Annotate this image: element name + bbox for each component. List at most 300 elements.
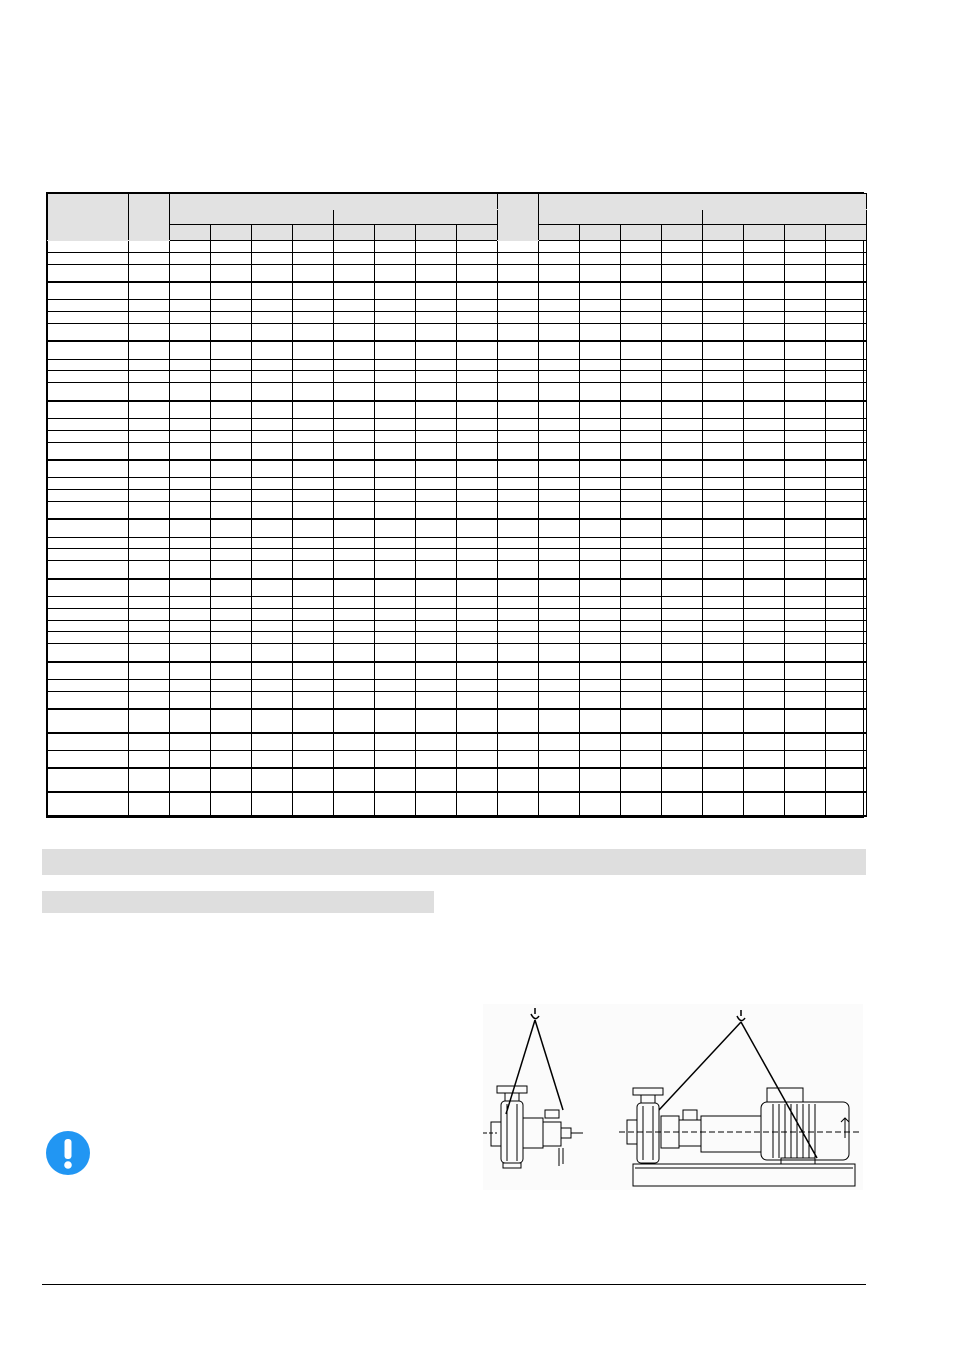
table-cell — [744, 282, 785, 300]
table-cell — [170, 751, 211, 769]
table-cell — [293, 490, 334, 502]
table-cell — [785, 751, 826, 769]
table-cell — [539, 733, 580, 751]
table-cell — [293, 401, 334, 419]
table-row — [48, 383, 867, 401]
table-cell — [334, 549, 375, 561]
table-cell — [498, 383, 539, 401]
table-cell — [457, 490, 498, 502]
table-cell — [662, 768, 703, 792]
table-cell — [375, 608, 416, 620]
table-cell — [539, 359, 580, 371]
table-row — [48, 359, 867, 371]
table-row — [48, 478, 867, 490]
table-cell — [498, 733, 539, 751]
table-cell — [539, 792, 580, 816]
table-cell — [580, 478, 621, 490]
table-cell — [129, 519, 170, 537]
footer-rule — [42, 1284, 866, 1285]
table-cell — [211, 519, 252, 537]
table-cell — [785, 418, 826, 430]
table-cell — [621, 691, 662, 709]
table-cell — [539, 561, 580, 579]
table-cell — [826, 632, 867, 644]
table-cell — [703, 792, 744, 816]
table-cell — [293, 679, 334, 691]
table-cell — [785, 537, 826, 549]
table-cell — [498, 241, 539, 253]
table-cell — [662, 709, 703, 733]
table-cell — [375, 401, 416, 419]
table-cell — [498, 460, 539, 478]
header-unit-cell — [416, 225, 457, 241]
table-cell — [457, 751, 498, 769]
table-cell — [457, 549, 498, 561]
table-cell — [211, 383, 252, 401]
table-row — [48, 418, 867, 430]
table-cell — [662, 312, 703, 324]
table-cell — [703, 359, 744, 371]
table-cell — [170, 679, 211, 691]
table-cell — [703, 644, 744, 662]
header-unit-cell — [826, 225, 867, 241]
table-cell — [580, 596, 621, 608]
table-cell — [785, 579, 826, 597]
table-cell — [498, 561, 539, 579]
table-cell — [211, 549, 252, 561]
table-cell — [211, 561, 252, 579]
table-cell — [662, 418, 703, 430]
table-cell — [211, 359, 252, 371]
table-cell — [703, 662, 744, 680]
table-cell — [170, 644, 211, 662]
table-cell — [375, 359, 416, 371]
table-cell — [211, 442, 252, 460]
row-label-cell — [48, 561, 129, 579]
table-cell — [252, 383, 293, 401]
table-cell — [129, 501, 170, 519]
table-cell — [334, 709, 375, 733]
table-cell — [252, 478, 293, 490]
table-cell — [498, 579, 539, 597]
table-cell — [703, 300, 744, 312]
table-cell — [498, 596, 539, 608]
table-cell — [580, 561, 621, 579]
table-cell — [539, 341, 580, 359]
table-cell — [744, 359, 785, 371]
table-cell — [252, 282, 293, 300]
header-unit-cell — [785, 225, 826, 241]
table-cell — [457, 768, 498, 792]
table-cell — [785, 733, 826, 751]
table-cell — [539, 579, 580, 597]
table-cell — [170, 478, 211, 490]
table-cell — [703, 768, 744, 792]
table-cell — [744, 792, 785, 816]
table-cell — [498, 691, 539, 709]
table-cell — [785, 300, 826, 312]
table-cell — [170, 252, 211, 264]
table-cell — [252, 252, 293, 264]
table-cell — [662, 608, 703, 620]
table-cell — [416, 430, 457, 442]
table-cell — [826, 341, 867, 359]
table-cell — [375, 549, 416, 561]
table-cell — [498, 679, 539, 691]
table-cell — [580, 733, 621, 751]
table-cell — [375, 662, 416, 680]
table-cell — [211, 733, 252, 751]
header-group-b-label — [498, 194, 539, 241]
table-cell — [334, 312, 375, 324]
table-cell — [457, 608, 498, 620]
table-cell — [375, 312, 416, 324]
table-cell — [252, 608, 293, 620]
row-label-cell — [48, 709, 129, 733]
table-row — [48, 241, 867, 253]
table-cell — [170, 341, 211, 359]
table-cell — [334, 282, 375, 300]
table-cell — [334, 418, 375, 430]
table-cell — [252, 490, 293, 502]
table-cell — [457, 478, 498, 490]
table-cell — [375, 324, 416, 342]
table-cell — [334, 324, 375, 342]
row-label-cell — [48, 282, 129, 300]
table-cell — [129, 241, 170, 253]
table-cell — [375, 371, 416, 383]
header-group-a-span — [170, 194, 498, 210]
table-cell — [785, 644, 826, 662]
table-cell — [498, 519, 539, 537]
table-cell — [580, 460, 621, 478]
table-cell — [662, 442, 703, 460]
table-cell — [293, 579, 334, 597]
table-cell — [703, 501, 744, 519]
table-cell — [252, 501, 293, 519]
table-cell — [744, 300, 785, 312]
table-cell — [498, 282, 539, 300]
table-cell — [662, 300, 703, 312]
table-cell — [826, 312, 867, 324]
table-cell — [129, 490, 170, 502]
table-cell — [129, 442, 170, 460]
table-cell — [375, 579, 416, 597]
table-cell — [744, 608, 785, 620]
table-cell — [580, 644, 621, 662]
table-cell — [129, 359, 170, 371]
table-cell — [293, 478, 334, 490]
table-cell — [457, 430, 498, 442]
table-cell — [662, 561, 703, 579]
table-row — [48, 490, 867, 502]
table-cell — [703, 596, 744, 608]
row-label-cell — [48, 490, 129, 502]
table-cell — [334, 768, 375, 792]
table-cell — [744, 401, 785, 419]
row-label-cell — [48, 359, 129, 371]
table-cell — [211, 401, 252, 419]
table-cell — [703, 709, 744, 733]
table-cell — [334, 596, 375, 608]
table-cell — [744, 596, 785, 608]
table-cell — [211, 632, 252, 644]
table-cell — [293, 644, 334, 662]
table-cell — [416, 460, 457, 478]
table-cell — [457, 733, 498, 751]
table-cell — [539, 662, 580, 680]
table-cell — [539, 632, 580, 644]
table-cell — [744, 768, 785, 792]
table-cell — [662, 252, 703, 264]
table-cell — [539, 442, 580, 460]
row-label-cell — [48, 792, 129, 816]
table-cell — [375, 282, 416, 300]
table-cell — [826, 644, 867, 662]
row-label-cell — [48, 632, 129, 644]
table-cell — [580, 264, 621, 282]
table-cell — [457, 792, 498, 816]
table-cell — [580, 537, 621, 549]
table-cell — [539, 691, 580, 709]
table-cell — [580, 252, 621, 264]
row-label-cell — [48, 691, 129, 709]
table-row — [48, 751, 867, 769]
table-cell — [539, 537, 580, 549]
table-cell — [580, 490, 621, 502]
table-cell — [621, 324, 662, 342]
table-cell — [785, 312, 826, 324]
table-cell — [539, 252, 580, 264]
table-cell — [498, 341, 539, 359]
table-cell — [580, 383, 621, 401]
table-cell — [375, 792, 416, 816]
table-cell — [580, 620, 621, 632]
row-label-cell — [48, 751, 129, 769]
table-cell — [580, 312, 621, 324]
table-cell — [621, 478, 662, 490]
row-label-cell — [48, 579, 129, 597]
table-cell — [498, 252, 539, 264]
table-cell — [416, 679, 457, 691]
table-cell — [293, 501, 334, 519]
table-cell — [662, 733, 703, 751]
table-cell — [457, 620, 498, 632]
table-cell — [662, 679, 703, 691]
table-cell — [703, 478, 744, 490]
table-cell — [539, 501, 580, 519]
table-cell — [703, 282, 744, 300]
header-unit-cell — [744, 225, 785, 241]
table-cell — [129, 282, 170, 300]
table-cell — [457, 371, 498, 383]
table-cell — [703, 442, 744, 460]
table-cell — [457, 252, 498, 264]
header-subgroup-a1 — [170, 210, 334, 225]
table-cell — [621, 241, 662, 253]
table-cell — [334, 679, 375, 691]
table-cell — [252, 632, 293, 644]
table-cell — [170, 768, 211, 792]
table-cell — [416, 341, 457, 359]
table-cell — [211, 608, 252, 620]
table-cell — [293, 264, 334, 282]
row-label-cell — [48, 549, 129, 561]
table-cell — [334, 751, 375, 769]
row-label-cell — [48, 519, 129, 537]
table-cell — [129, 252, 170, 264]
table-cell — [416, 324, 457, 342]
table-row — [48, 312, 867, 324]
table-cell — [416, 561, 457, 579]
table-cell — [662, 324, 703, 342]
table-cell — [457, 596, 498, 608]
table-cell — [785, 662, 826, 680]
table-cell — [703, 490, 744, 502]
table-cell — [170, 632, 211, 644]
table-cell — [826, 359, 867, 371]
table-cell — [744, 579, 785, 597]
table-cell — [826, 282, 867, 300]
table-row — [48, 442, 867, 460]
table-cell — [129, 608, 170, 620]
table-cell — [621, 620, 662, 632]
table-cell — [457, 312, 498, 324]
table-cell — [744, 679, 785, 691]
table-cell — [457, 709, 498, 733]
table-cell — [785, 792, 826, 816]
row-label-cell — [48, 300, 129, 312]
table-cell — [334, 371, 375, 383]
table-cell — [662, 359, 703, 371]
table-cell — [785, 596, 826, 608]
table-cell — [498, 371, 539, 383]
table-cell — [744, 252, 785, 264]
table-cell — [457, 264, 498, 282]
table-cell — [334, 733, 375, 751]
table-cell — [293, 430, 334, 442]
subsection-heading-bar — [42, 891, 434, 913]
table-cell — [252, 418, 293, 430]
table-cell — [498, 549, 539, 561]
table-cell — [457, 691, 498, 709]
table-cell — [211, 371, 252, 383]
table-cell — [375, 644, 416, 662]
table-cell — [170, 359, 211, 371]
table-cell — [170, 282, 211, 300]
table-cell — [293, 620, 334, 632]
table-cell — [662, 383, 703, 401]
table-cell — [785, 608, 826, 620]
table-cell — [826, 620, 867, 632]
header-model-cell — [48, 194, 129, 241]
table-cell — [129, 383, 170, 401]
table-cell — [785, 691, 826, 709]
table-cell — [498, 768, 539, 792]
table-cell — [621, 383, 662, 401]
table-cell — [252, 549, 293, 561]
table-cell — [703, 751, 744, 769]
table-cell — [785, 252, 826, 264]
table-cell — [211, 430, 252, 442]
row-label-cell — [48, 644, 129, 662]
table-cell — [662, 264, 703, 282]
table-cell — [293, 549, 334, 561]
table-cell — [703, 691, 744, 709]
table-cell — [170, 300, 211, 312]
table-cell — [334, 620, 375, 632]
table-cell — [375, 561, 416, 579]
table-cell — [211, 691, 252, 709]
table-cell — [539, 478, 580, 490]
table-cell — [252, 241, 293, 253]
table-cell — [703, 252, 744, 264]
table-cell — [703, 418, 744, 430]
table-cell — [826, 709, 867, 733]
table-cell — [785, 341, 826, 359]
table-cell — [703, 241, 744, 253]
table-cell — [293, 608, 334, 620]
table-cell — [703, 371, 744, 383]
table-cell — [662, 501, 703, 519]
header-unit-cell — [621, 225, 662, 241]
table-cell — [580, 792, 621, 816]
table-cell — [580, 549, 621, 561]
table-cell — [129, 620, 170, 632]
table-cell — [580, 691, 621, 709]
table-cell — [703, 608, 744, 620]
table-cell — [744, 430, 785, 442]
table-cell — [252, 691, 293, 709]
row-label-cell — [48, 662, 129, 680]
table-cell — [211, 579, 252, 597]
table-cell — [662, 401, 703, 419]
table-cell — [252, 401, 293, 419]
table-cell — [293, 241, 334, 253]
row-label-cell — [48, 401, 129, 419]
table-cell — [744, 241, 785, 253]
table-cell — [785, 679, 826, 691]
row-label-cell — [48, 383, 129, 401]
table-cell — [252, 537, 293, 549]
table-cell — [621, 300, 662, 312]
table-cell — [211, 490, 252, 502]
table-cell — [826, 519, 867, 537]
table-cell — [375, 632, 416, 644]
table-cell — [293, 751, 334, 769]
row-label-cell — [48, 478, 129, 490]
table-cell — [293, 519, 334, 537]
table-cell — [334, 501, 375, 519]
table-cell — [170, 430, 211, 442]
table-cell — [744, 733, 785, 751]
table-cell — [703, 733, 744, 751]
table-cell — [334, 383, 375, 401]
table-cell — [416, 478, 457, 490]
table-cell — [129, 709, 170, 733]
table-row — [48, 519, 867, 537]
table-cell — [252, 324, 293, 342]
table-cell — [744, 312, 785, 324]
table-cell — [621, 430, 662, 442]
table-cell — [457, 418, 498, 430]
table-cell — [416, 768, 457, 792]
table-row — [48, 691, 867, 709]
table-cell — [621, 460, 662, 478]
table-cell — [539, 460, 580, 478]
table-cell — [416, 401, 457, 419]
table-cell — [252, 371, 293, 383]
